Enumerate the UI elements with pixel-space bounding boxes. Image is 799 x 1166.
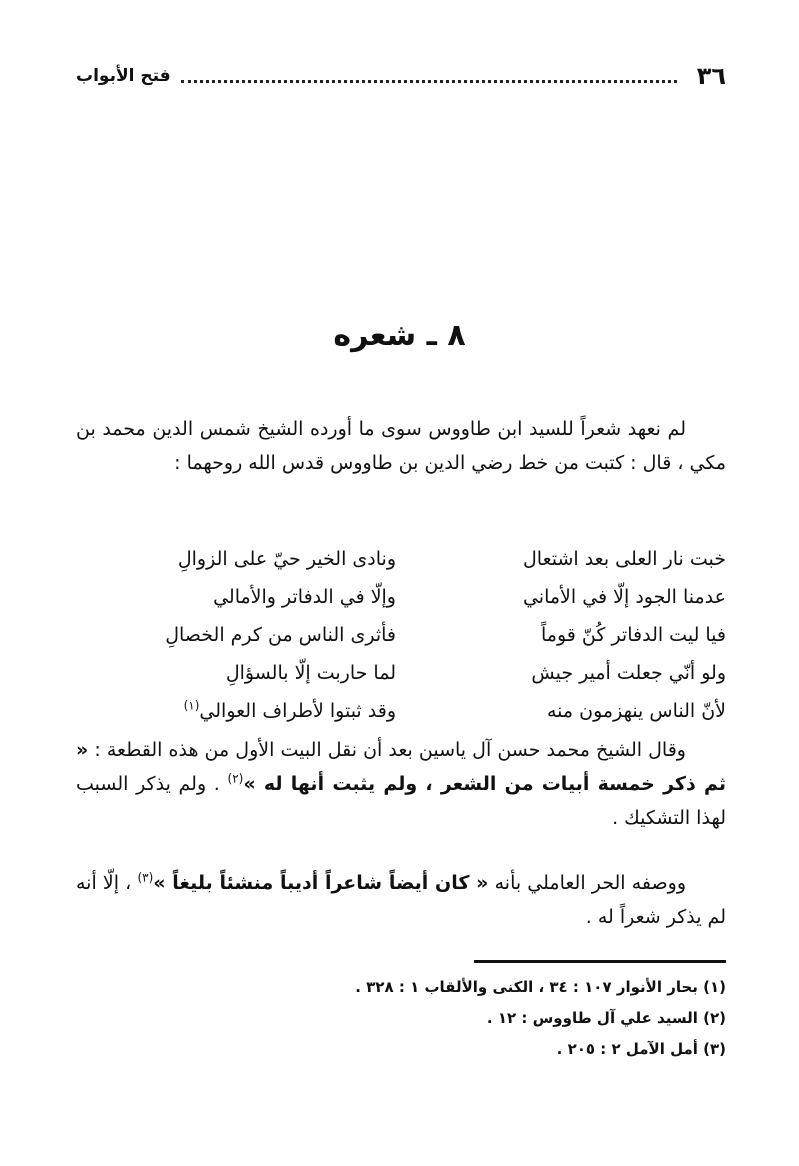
verse-second-hemistich-text: وقد ثبتوا لأطراف العوالي xyxy=(199,700,396,722)
verse-second-hemistich xyxy=(96,700,396,722)
footnote-ref[interactable]: (١) xyxy=(183,698,200,713)
footnote: (٣) أمل الآمل ٢ : ٢٠٥ . xyxy=(556,1040,726,1058)
poem-verse xyxy=(76,540,726,578)
paragraph-intro-text: لم نعهد شعراً للسيد ابن طاووس سوى ما أورده الشيخ شمس الدين محمد بن مكي ، قال : كتبت من خط رضي الدين بن طاووس قدس الله روحهما : xyxy=(76,418,726,474)
verse-second-hemistich: لما حاربت إلّا بالسؤالِ xyxy=(225,662,396,684)
poem-verse xyxy=(76,654,726,692)
quotation: « ثم ذكر خمسة أبيات من الشعر ، ولم يثبت أنها له » xyxy=(76,739,727,795)
footnote: (١) بحار الأنوار ١٠٧ : ٣٤ ، الكنى والألقاب ١ : ٣٢٨ . xyxy=(355,978,726,996)
page-number: ٣٦ xyxy=(696,62,726,90)
verse-first-hemistich: خبت نار العلى بعد اشتعال xyxy=(522,548,726,570)
footnote-ref[interactable]: (٢) xyxy=(227,771,244,786)
poem-verse xyxy=(76,616,726,654)
poem-verse xyxy=(76,692,726,730)
book-title: فتح الأبواب xyxy=(76,66,171,86)
footnote-separator xyxy=(474,960,726,963)
footnotes xyxy=(76,972,726,1065)
verse-second-hemistich: وإلّا في الدفاتر والأمالي xyxy=(213,586,396,608)
quotation: « كان أيضاً شاعراً أديباً منشئاً بليغاً » xyxy=(153,872,489,894)
verse-first-hemistich: لأنّ الناس ينهزمون منه xyxy=(547,700,726,722)
verse-first-hemistich: فيا ليت الدفاتر كُنّ قوماً xyxy=(541,624,726,646)
poem xyxy=(76,540,726,730)
header-dot-leader xyxy=(181,80,677,83)
paragraph-intro xyxy=(76,412,726,480)
section-heading: ٨ ـ شعره xyxy=(333,318,466,353)
verse-first-hemistich: ولو أنّي جعلت أمير جيش xyxy=(531,662,726,684)
paragraph-tail: ، إلّا أنه لم يذكر شعراً له . xyxy=(76,872,726,928)
poem-verse xyxy=(76,578,726,616)
running-header xyxy=(76,58,726,94)
footnote-ref[interactable]: (٣) xyxy=(137,870,154,885)
paragraph-lead: وقال الشيخ محمد حسن آل ياسين بعد أن نقل البيت الأول من هذه القطعة : xyxy=(94,739,686,761)
footnote: (٢) السيد علي آل طاووس : ١٢ . xyxy=(486,1009,726,1027)
paragraph-lead: ووصفه الحر العاملي بأنه xyxy=(494,872,686,894)
paragraph-al-hurr xyxy=(76,866,726,934)
verse-first-hemistich: عدمنا الجود إلّا في الأماني xyxy=(522,586,726,608)
paragraph-tail: . ولم يذكر السبب لهذا التشكيك . xyxy=(76,773,726,829)
paragraph-al-yasin xyxy=(76,733,726,835)
verse-second-hemistich: ونادى الخير حيّ على الزوالِ xyxy=(177,548,396,570)
verse-second-hemistich: فأثرى الناس من كرم الخصالِ xyxy=(165,624,396,646)
